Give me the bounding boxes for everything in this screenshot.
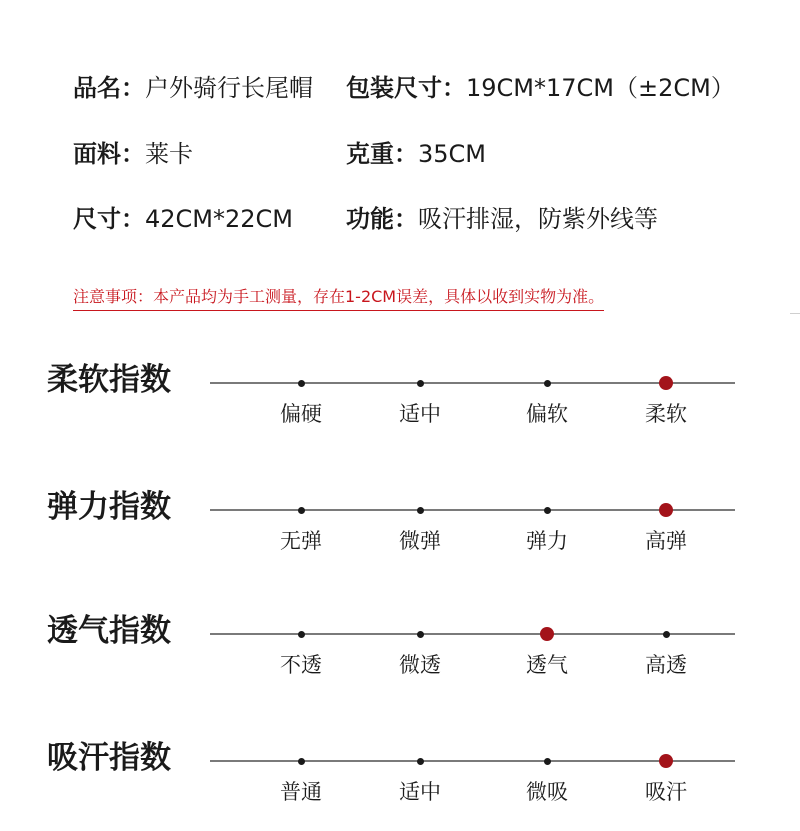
spec-weight-key: 克重 [346,140,394,168]
notice-text: 注意事项：本产品均为手工测量，存在1-2CM误差，具体以收到实物为准。 [73,286,604,311]
scale-label: 无弹 [280,529,322,553]
scale-title: 弹力指数 [47,489,171,525]
divider-mark [790,313,800,314]
spec-size: 尺寸：42CM*22CM [73,205,294,233]
scale-label: 微透 [399,653,441,677]
scale-label: 偏软 [526,402,568,426]
scale-dot-selected [540,627,554,641]
scale-label: 微吸 [526,780,568,804]
scale-dot-selected [659,503,673,517]
spec-package-size-key: 包装尺寸 [346,74,442,102]
scale-label: 适中 [399,402,441,426]
scale-softness [0,360,800,430]
scale-dot [544,507,551,514]
scale-title: 透气指数 [47,613,171,649]
scale-dot-selected [659,376,673,390]
scale-label: 高弹 [645,529,687,553]
spec-weight: 克重：35CM [346,140,487,168]
scale-label: 普通 [280,780,322,804]
scale-label: 不透 [280,653,322,677]
spec-weight-value: 35CM [418,140,487,168]
spec-name: 品名：户外骑行长尾帽 [73,74,313,102]
scale-breathability [0,611,800,681]
scale-dot [298,380,305,387]
scale-title: 柔软指数 [47,362,171,398]
spec-size-value: 42CM*22CM [145,205,294,233]
scale-title: 吸汗指数 [47,740,171,776]
scale-dot [417,631,424,638]
scale-label: 偏硬 [280,402,322,426]
spec-size-key: 尺寸 [73,205,121,233]
scale-track [210,760,735,762]
scale-label: 高透 [645,653,687,677]
scale-track [210,509,735,511]
scale-label: 适中 [399,780,441,804]
spec-fabric-key: 面料 [73,140,121,168]
spec-name-key: 品名 [73,74,121,102]
spec-name-value: 户外骑行长尾帽 [145,74,313,102]
scale-dot [417,758,424,765]
spec-function-value: 吸汗排湿，防紫外线等 [418,205,658,233]
scale-dot [544,380,551,387]
spec-package-size-value: 19CM*17CM（±2CM） [466,74,735,102]
scale-track [210,382,735,384]
spec-package-size: 包装尺寸：19CM*17CM（±2CM） [346,74,735,102]
scale-dot [298,631,305,638]
scale-dot [298,507,305,514]
spec-fabric-value: 莱卡 [145,140,193,168]
scale-label: 微弹 [399,529,441,553]
scale-dot [417,380,424,387]
scale-dot [417,507,424,514]
scale-dot [663,631,670,638]
scale-track [210,633,735,635]
scale-label: 吸汗 [645,780,687,804]
scale-dot [298,758,305,765]
scale-label: 弹力 [526,529,568,553]
scale-label: 透气 [526,653,568,677]
spec-function-key: 功能 [346,205,394,233]
scale-absorbency [0,738,800,808]
scale-dot [544,758,551,765]
scale-elasticity [0,487,800,557]
spec-function: 功能：吸汗排湿，防紫外线等 [346,205,658,233]
spec-fabric: 面料：莱卡 [73,140,193,168]
scale-dot-selected [659,754,673,768]
scale-label: 柔软 [645,402,687,426]
